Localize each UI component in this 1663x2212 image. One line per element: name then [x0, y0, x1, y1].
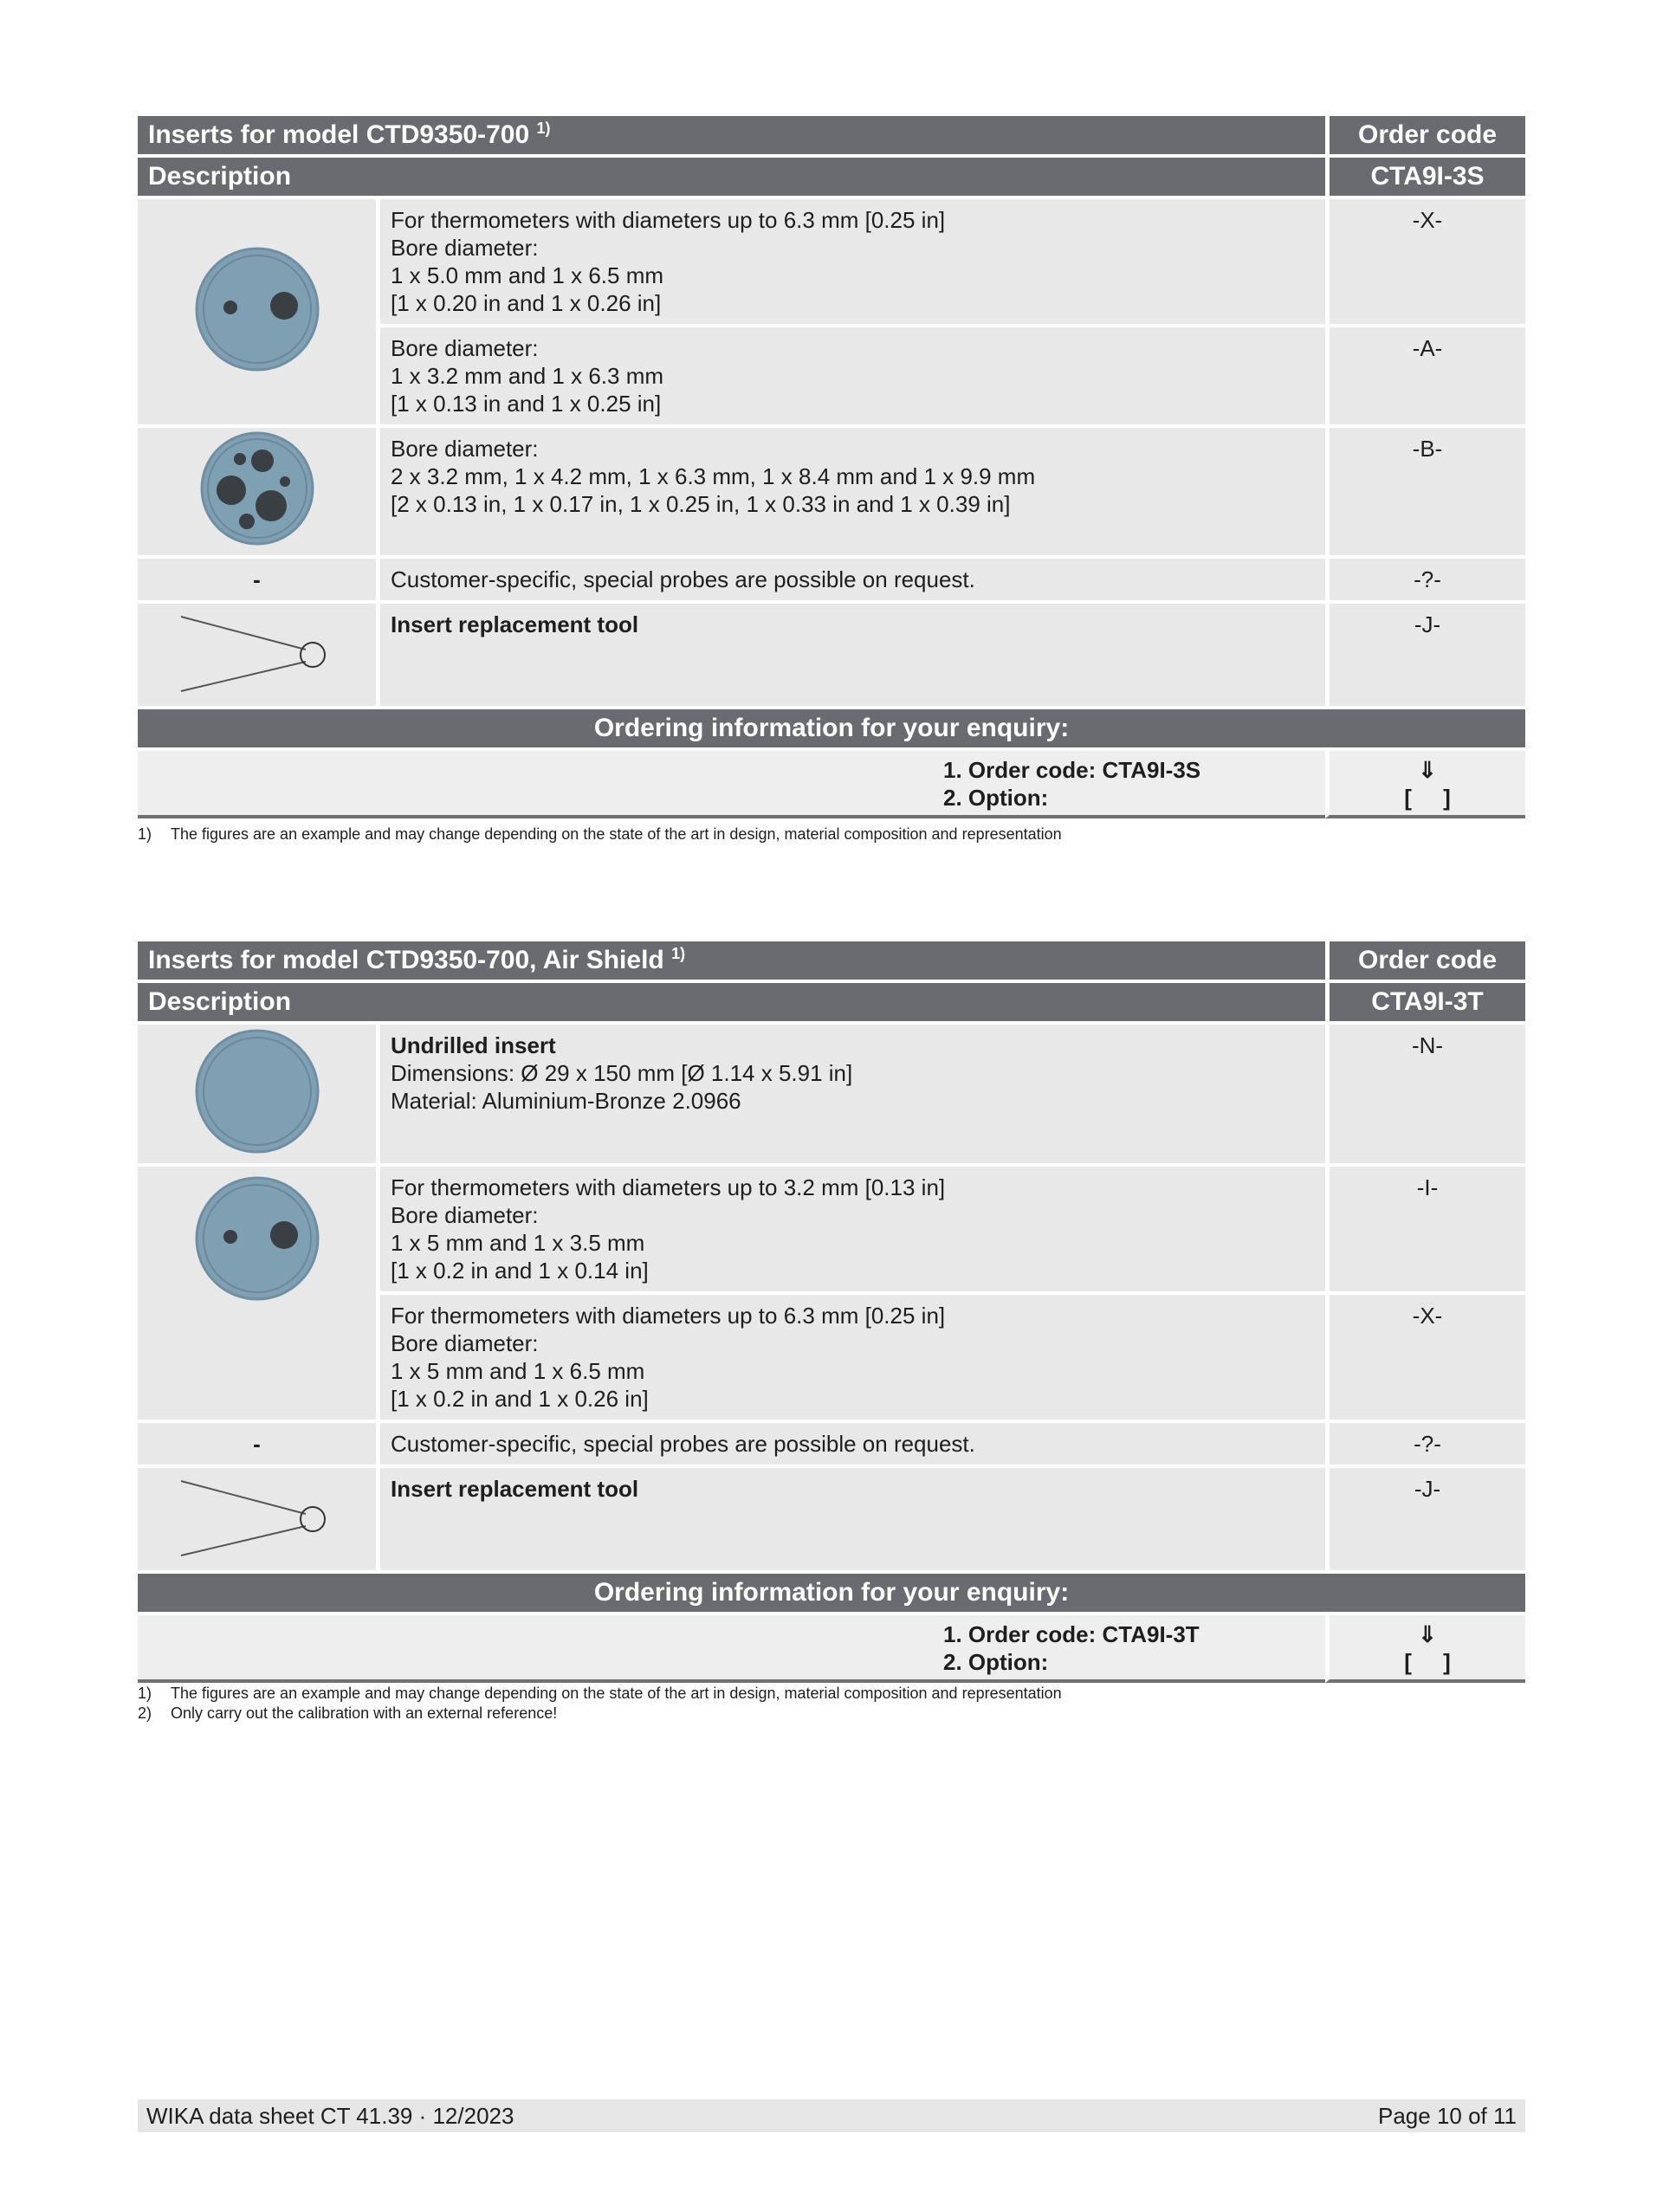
description-header-row: [138, 158, 1525, 196]
tweezer-tool-icon: [179, 1469, 335, 1564]
footnote: 1) The figures are an example and may change depending on the state of the art in design, material composition and representation: [138, 1685, 1062, 1702]
ordering-info-header: Ordering information for your enquiry:: [138, 709, 1525, 747]
description-header-row: [138, 983, 1525, 1021]
row-code: -?-: [1325, 559, 1525, 600]
ordering-info-header: Ordering information for your enquiry:: [138, 1574, 1525, 1612]
row-description: For thermometers with diameters up to 6.3 mm [0.25 in] Bore diameter: 1 x 5.0 mm and 1 x 6.5 mm [1 x 0.20 in and 1 x 0.26 in]: [376, 199, 1325, 324]
row-description: Customer-specific, special probes are possible on request.: [376, 559, 1325, 600]
table-row: [138, 1468, 1525, 1570]
order-code-value: CTA9I-3T: [1325, 983, 1525, 1021]
option-bracket: [ ]: [1404, 785, 1451, 811]
option-bracket: [ ]: [1404, 1649, 1451, 1675]
inserts-table-ctd9350-700: [138, 113, 1525, 822]
ordering-order-code: 1. Order code: CTA9I-3S: [943, 757, 1201, 783]
table-title: Inserts for model CTD9350-700 $^{1)}$: [138, 116, 1325, 154]
table-title-row: [138, 116, 1525, 154]
footnote: 2) Only carry out the calibration with an external reference!: [138, 1704, 558, 1722]
row-code: -I-: [1325, 1167, 1525, 1291]
ordering-info-text: [138, 751, 1325, 818]
table-title: Inserts for model CTD9350-700, Air Shield $^{1)}$: [138, 941, 1325, 980]
row-description: Insert replacement tool: [376, 1468, 1325, 1570]
insert-multi-bore-image: [138, 428, 376, 555]
insert-multi-bore-icon: [197, 428, 318, 549]
undrilled-insert-image: [138, 1025, 376, 1163]
ordering-order-code: 1. Order code: CTA9I-3T: [943, 1621, 1200, 1647]
footnotes-table1: [138, 825, 1062, 844]
table-row: [138, 428, 1525, 555]
order-code-header: Order code: [1325, 116, 1525, 154]
ordering-info-row: [138, 1615, 1525, 1683]
row-code: -A-: [1325, 327, 1525, 424]
table-row: [138, 559, 1525, 600]
page-footer: [138, 2099, 1525, 2132]
ordering-info-text: [138, 1615, 1325, 1683]
row-description: For thermometers with diameters up to 3.2 mm [0.13 in] Bore diameter: 1 x 5 mm and 1 x 3.5 mm [1 x 0.2 in and 1 x 0.14 in]: [376, 1167, 1325, 1291]
row-code: -X-: [1325, 1295, 1525, 1420]
inserts-table-air-shield: [138, 938, 1525, 1686]
insert-two-bore-image: [138, 199, 376, 424]
table-row: [138, 1423, 1525, 1465]
order-code-header: Order code: [1325, 941, 1525, 980]
row-dash: -: [138, 1423, 376, 1465]
row-description: For thermometers with diameters up to 6.3 mm [0.25 in] Bore diameter: 1 x 5 mm and 1 x 6.5 mm [1 x 0.2 in and 1 x 0.26 in]: [376, 1295, 1325, 1420]
table-row: [138, 1025, 1525, 1163]
row-description: Undrilled insert Dimensions: Ø 29 x 150 mm [Ø 1.14 x 5.91 in] Material: Aluminium-Bronze 2.0966: [376, 1025, 1325, 1163]
row-description: Insert replacement tool: [376, 604, 1325, 706]
order-code-value: CTA9I-3S: [1325, 158, 1525, 196]
page-number: Page 10 of 11: [1378, 2102, 1517, 2129]
down-arrow-icon: ⇓: [1418, 1621, 1437, 1647]
row-description: Bore diameter: 1 x 3.2 mm and 1 x 6.3 mm [1 x 0.13 in and 1 x 0.25 in]: [376, 327, 1325, 424]
table-title-row: [138, 941, 1525, 980]
replacement-tool-image: [138, 604, 376, 706]
ordering-option: 2. Option:: [943, 785, 1049, 811]
footnotes-table2: [138, 1684, 1062, 1724]
row-description: Customer-specific, special probes are possible on request.: [376, 1423, 1325, 1465]
row-code: -J-: [1325, 604, 1525, 706]
row-dash: -: [138, 559, 376, 600]
replacement-tool-image: [138, 1468, 376, 1570]
row-code: -B-: [1325, 428, 1525, 555]
row-code: -N-: [1325, 1025, 1525, 1163]
down-arrow-icon: ⇓: [1418, 757, 1437, 783]
ordering-info-header-row: [138, 1574, 1525, 1612]
row-description: Bore diameter: 2 x 3.2 mm, 1 x 4.2 mm, 1 x 6.3 mm, 1 x 8.4 mm and 1 x 9.9 mm [2 x 0.13 in, 1 x 0.17 in, 1 x 0.25 in, 1 x 0.33 in and 1 x 0.39 in]: [376, 428, 1325, 555]
tweezer-tool-icon: [179, 605, 335, 700]
table-row: [138, 199, 1525, 324]
table-row: [138, 1167, 1525, 1291]
footnote: 1) The figures are an example and may change depending on the state of the art in design, material composition and representation: [138, 825, 1062, 843]
insert-two-bore-icon: [192, 1174, 322, 1303]
undrilled-insert-icon: [192, 1026, 322, 1156]
table-row: [138, 604, 1525, 706]
ordering-info-row: [138, 751, 1525, 818]
ordering-code-cell: [1325, 1615, 1525, 1683]
row-code: -J-: [1325, 1468, 1525, 1570]
description-header: Description: [138, 983, 1325, 1021]
ordering-info-header-row: [138, 709, 1525, 747]
ordering-code-cell: [1325, 751, 1525, 818]
insert-two-bore-image: [138, 1167, 376, 1420]
datasheet-reference: WIKA data sheet CT 41.39 · 12/2023: [146, 2102, 514, 2129]
row-code: -?-: [1325, 1423, 1525, 1465]
description-header: Description: [138, 158, 1325, 196]
row-code: -X-: [1325, 199, 1525, 324]
insert-two-bore-icon: [192, 244, 322, 374]
ordering-option: 2. Option:: [943, 1649, 1049, 1675]
